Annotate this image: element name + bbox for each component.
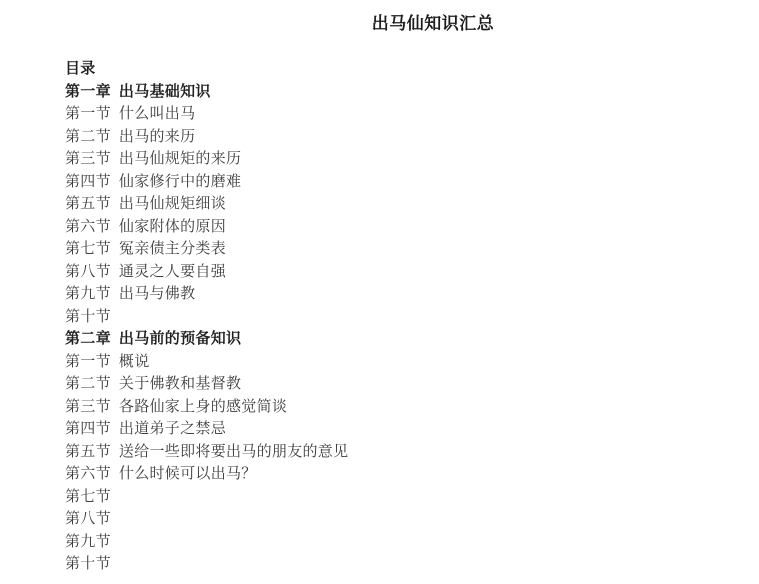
toc-item	[65, 373, 348, 396]
toc-item-title: 冤亲债主分类表	[118, 240, 227, 257]
toc-item-title: 出马前的预备知识	[118, 330, 242, 347]
toc-item	[65, 463, 348, 486]
toc-item	[65, 216, 348, 239]
toc-item-title: 仙家附体的原因	[118, 217, 227, 235]
toc-item	[65, 531, 348, 554]
toc-item	[65, 508, 348, 531]
toc-item	[65, 58, 348, 81]
toc-item-label: 第四节	[65, 172, 111, 190]
toc-item-title: 通灵之人要自强	[118, 262, 227, 280]
toc-list	[65, 58, 348, 576]
toc-item-label: 第二节	[65, 127, 111, 145]
toc-item-label: 第八节	[65, 262, 111, 280]
toc-item-title: 出马的来历	[118, 127, 196, 145]
toc-item-label: 第十节	[65, 555, 111, 572]
toc-item	[65, 441, 348, 464]
toc-item	[65, 351, 348, 374]
toc-item	[65, 283, 348, 306]
toc-item-label: 第六节	[65, 217, 111, 235]
toc-item-label: 第一节	[65, 352, 111, 370]
toc-item-title: 出马仙规矩的来历	[118, 150, 242, 167]
toc-item-label: 第五节	[65, 195, 111, 212]
toc-item-label: 第五节	[65, 442, 111, 460]
toc-item-label: 第十节	[65, 307, 111, 325]
toc-item-title: 出马与佛教	[118, 285, 196, 302]
toc-item	[65, 396, 348, 419]
toc-item-label: 第二章	[65, 330, 111, 347]
toc-item-title: 出道弟子之禁忌	[118, 420, 227, 437]
toc-item	[65, 553, 348, 576]
toc-item-label: 第一节	[65, 105, 111, 122]
toc-item	[65, 306, 348, 329]
toc-item	[65, 171, 348, 194]
toc-item-title: 出马仙规矩细谈	[118, 195, 227, 212]
toc-item	[65, 418, 348, 441]
toc-item-title: 什么时候可以出马？	[118, 465, 257, 482]
toc-item-title: 概说	[118, 352, 150, 370]
toc-item-title: 送给一些即将要出马的朋友的意见	[118, 442, 349, 460]
page-title: 出马仙知识汇总	[371, 14, 495, 33]
toc-item	[65, 328, 348, 351]
toc-item	[65, 148, 348, 171]
toc-item	[65, 81, 348, 104]
toc-item-label: 第九节	[65, 285, 111, 302]
toc-item-label: 第二节	[65, 375, 111, 392]
toc-item-label: 目录	[65, 60, 96, 77]
toc-item	[65, 486, 348, 509]
toc-item-label: 第一章	[65, 82, 111, 100]
toc-item	[65, 103, 348, 126]
toc-item-label: 第七节	[65, 240, 111, 257]
toc-item-label: 第八节	[65, 510, 111, 527]
toc-item-label: 第三节	[65, 397, 111, 415]
toc-item	[65, 261, 348, 284]
toc-item-title: 出马基础知识	[118, 82, 211, 100]
toc-item-label: 第四节	[65, 420, 111, 437]
toc-item-title: 关于佛教和基督教	[118, 375, 242, 392]
toc-item-title: 各路仙家上身的感觉简谈	[118, 397, 288, 415]
toc-item-label: 第三节	[65, 150, 111, 167]
toc-item	[65, 238, 348, 261]
toc-item	[65, 126, 348, 149]
toc-item-label: 第六节	[65, 465, 111, 482]
toc-item-title: 什么叫出马	[118, 105, 196, 122]
toc-item-label: 第七节	[65, 487, 111, 505]
toc-item-title: 仙家修行中的磨难	[118, 172, 242, 190]
toc-item	[65, 193, 348, 216]
toc-item-label: 第九节	[65, 532, 111, 550]
